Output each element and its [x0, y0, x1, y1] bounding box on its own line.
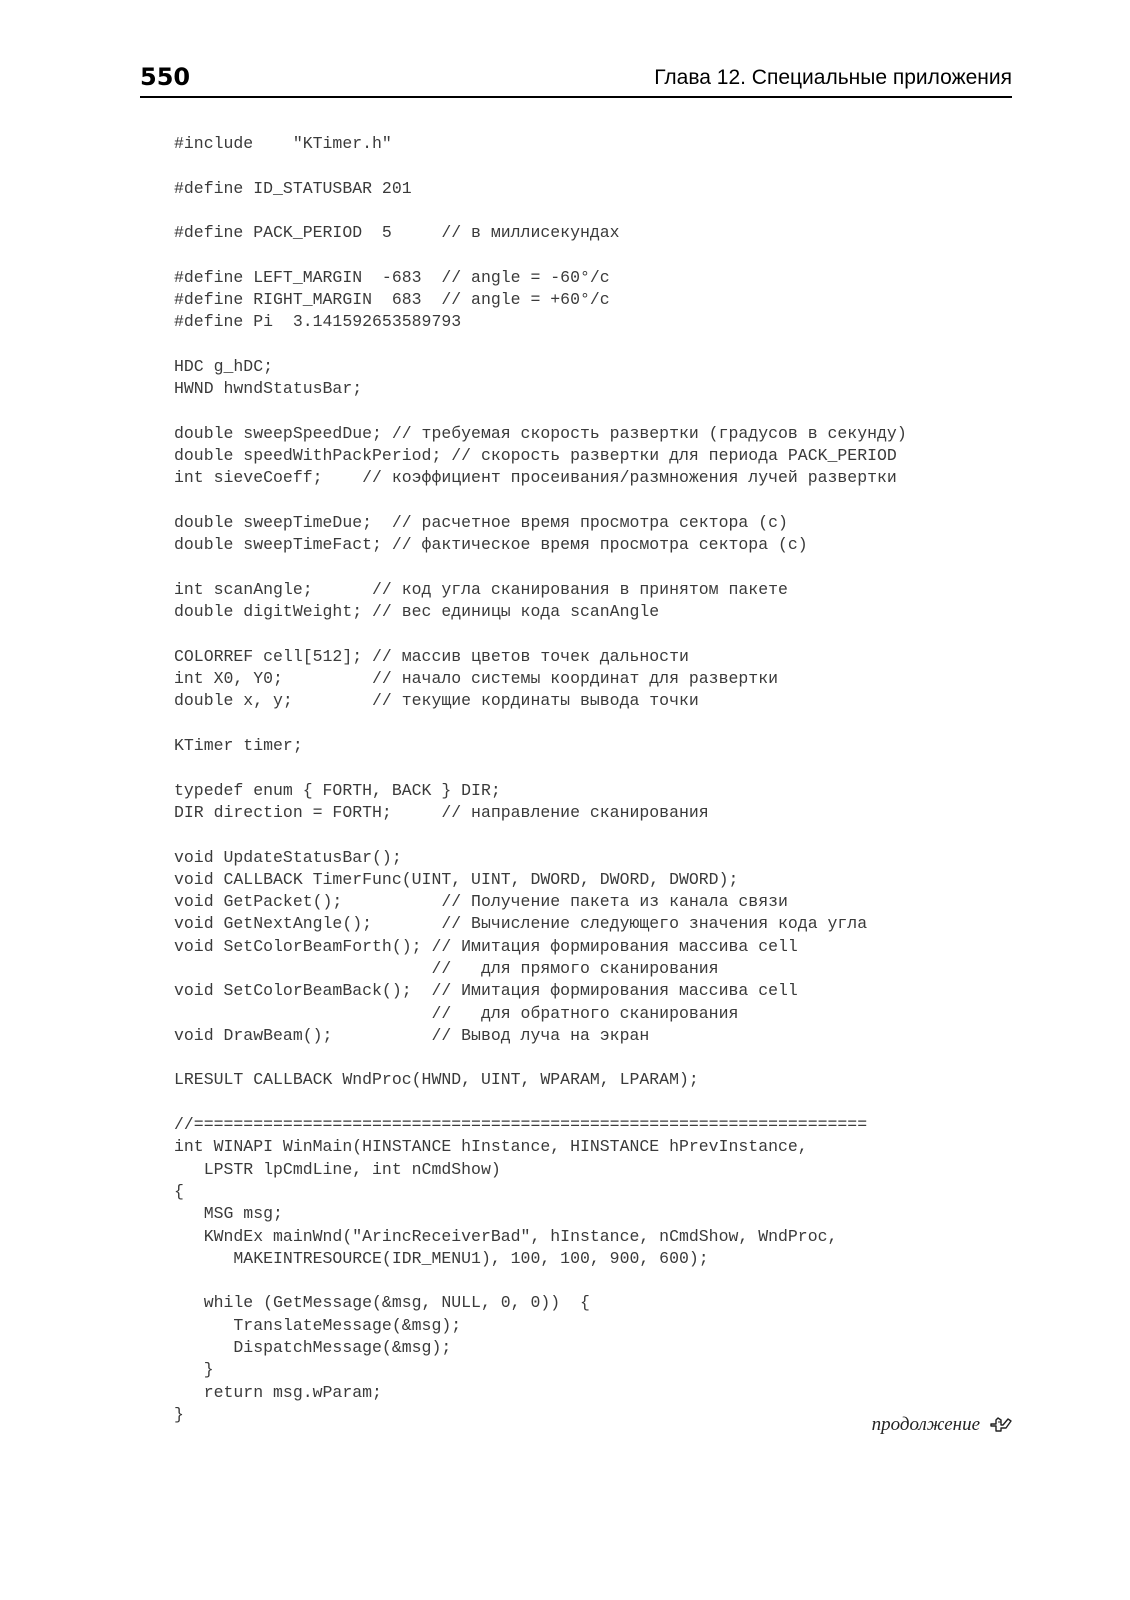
code-line: void SetColorBeamForth(); // Имитация формирования массива cell [174, 936, 798, 956]
code-line: void DrawBeam(); // Вывод луча на экран [174, 1025, 650, 1045]
code-line: LRESULT CALLBACK WndProc(HWND, UINT, WPARAM, LPARAM); [174, 1070, 699, 1090]
code-line: #define RIGHT_MARGIN 683 // angle = +60°/c [174, 290, 610, 310]
code-line: TranslateMessage(&msg); [174, 1315, 462, 1335]
code-line: double sweepTimeFact; // фактическое время просмотра сектора (с) [174, 535, 808, 555]
code-line: int X0, Y0; // начало системы координат для развертки [174, 669, 778, 689]
code-line: } [174, 1404, 184, 1424]
code-line [174, 155, 1014, 177]
code-line: #define LEFT_MARGIN -683 // angle = -60°/c [174, 267, 610, 287]
code-line: double sweepSpeedDue; // требуемая скорость развертки (градусов в секунду) [174, 423, 907, 443]
code-line [174, 624, 1014, 646]
code-line [174, 1270, 1014, 1292]
page-number: 550 [140, 63, 191, 91]
code-line: LPSTR lpCmdLine, int nCmdShow) [174, 1159, 501, 1179]
code-line [174, 401, 1014, 423]
code-line: double digitWeight; // вес единицы кода scanAngle [174, 602, 660, 622]
code-line: void CALLBACK TimerFunc(UINT, UINT, DWORD, DWORD, DWORD); [174, 869, 739, 889]
code-line [174, 1047, 1014, 1069]
code-line: #define PACK_PERIOD 5 // в миллисекундах [174, 223, 620, 243]
page-header [140, 60, 1012, 98]
code-line: #define ID_STATUSBAR 201 [174, 178, 412, 198]
code-line: int WINAPI WinMain(HINSTANCE hInstance, HINSTANCE hPrevInstance, [174, 1137, 808, 1157]
code-line [174, 334, 1014, 356]
code-line: return msg.wParam; [174, 1382, 382, 1402]
code-line: int sieveCoeff; // коэффициент просеивания/размножения лучей развертки [174, 468, 897, 488]
code-line: MSG msg; [174, 1204, 283, 1224]
code-line: #define Pi 3.141592653589793 [174, 312, 462, 332]
code-line: typedef enum { FORTH, BACK } DIR; [174, 780, 501, 800]
chapter-title: Глава 12. Специальные приложения [654, 66, 1012, 89]
code-line: MAKEINTRESOURCE(IDR_MENU1), 100, 100, 900, 600); [174, 1248, 709, 1268]
code-line [174, 713, 1014, 735]
code-line: double sweepTimeDue; // расчетное время просмотра сектора (с) [174, 513, 788, 533]
code-line: int scanAngle; // код угла сканирования в принятом пакете [174, 579, 788, 599]
code-line: void UpdateStatusBar(); [174, 847, 402, 867]
code-line: double x, y; // текущие кординаты вывода точки [174, 691, 699, 711]
code-line: DispatchMessage(&msg); [174, 1338, 452, 1358]
code-line: KTimer timer; [174, 736, 303, 756]
code-line [174, 490, 1014, 512]
continuation-note [872, 1414, 1012, 1436]
code-line [174, 757, 1014, 779]
code-line: void GetNextAngle(); // Вычисление следующего значения кода угла [174, 914, 868, 934]
code-line: void SetColorBeamBack(); // Имитация формирования массива cell [174, 981, 798, 1001]
code-line: //==================================================================== [174, 1115, 868, 1135]
code-line: double speedWithPackPeriod; // скорость развертки для периода PACK_PERIOD [174, 446, 897, 466]
code-line: void GetPacket(); // Получение пакета из канала связи [174, 892, 788, 912]
code-line [174, 557, 1014, 579]
code-line: { [174, 1181, 184, 1201]
code-line: #include "KTimer.h" [174, 134, 392, 153]
code-line: } [174, 1360, 214, 1380]
code-line: HWND hwndStatusBar; [174, 379, 363, 399]
code-line: KWndEx mainWnd("ArincReceiverBad", hInstance, nCmdShow, WndProc, [174, 1226, 838, 1246]
code-line [174, 244, 1014, 266]
continuation-label: продолжение [871, 1414, 980, 1435]
code-line: COLORREF cell[512]; // массив цветов точек дальности [174, 646, 689, 666]
code-line [174, 1092, 1014, 1114]
code-line: HDC g_hDC; [174, 356, 274, 376]
code-line: // для обратного сканирования [174, 1003, 739, 1023]
pointing-hand-icon [990, 1416, 1012, 1434]
code-listing [174, 133, 1014, 1426]
code-line [174, 824, 1014, 846]
code-line: DIR direction = FORTH; // направление сканирования [174, 802, 709, 822]
code-line [174, 200, 1014, 222]
code-line: // для прямого сканирования [174, 958, 719, 978]
code-line: while (GetMessage(&msg, NULL, 0, 0)) { [174, 1293, 590, 1313]
